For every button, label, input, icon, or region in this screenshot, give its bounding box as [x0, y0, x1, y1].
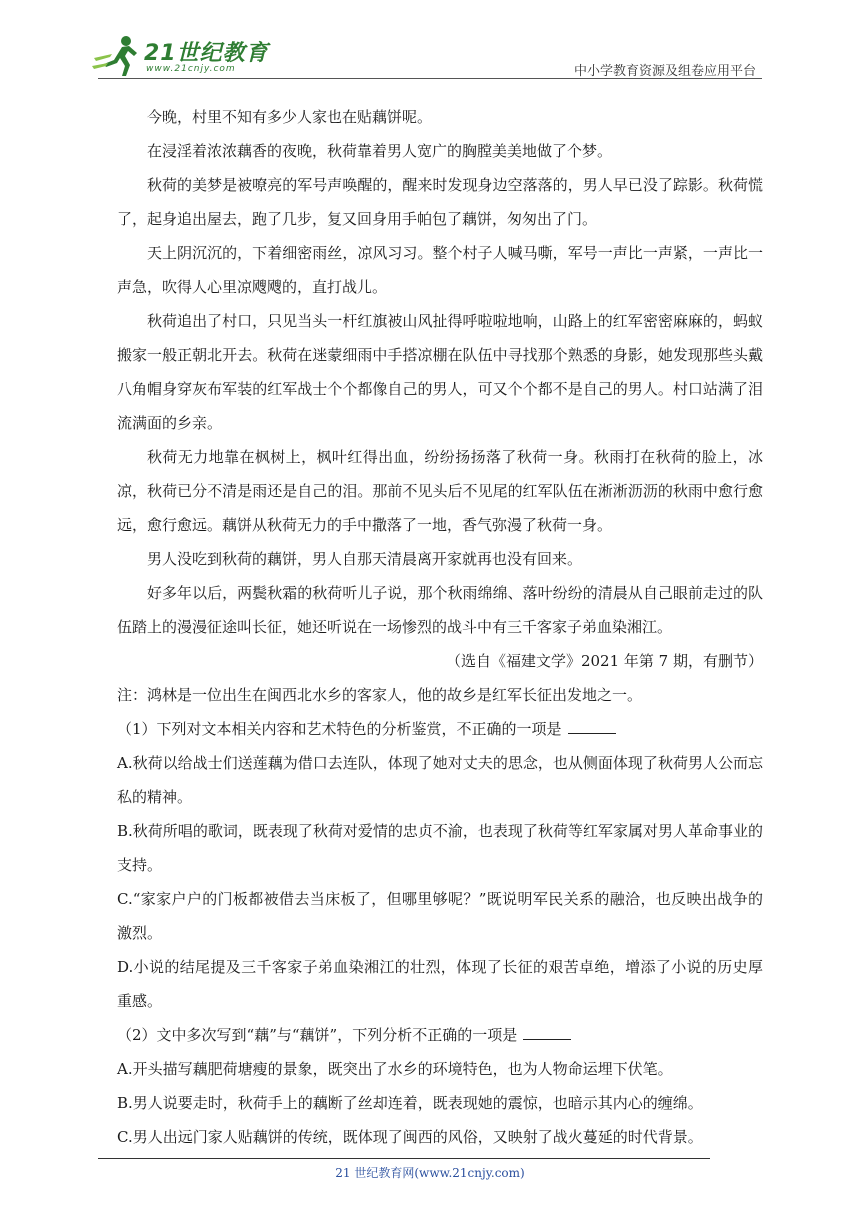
article-body: [117, 100, 763, 1154]
header-divider: [98, 78, 762, 79]
paragraph: 男人没吃到秋荷的藕饼，男人自那天清晨离开家就再也没有回来。: [147, 550, 583, 568]
answer-blank[interactable]: [523, 1025, 571, 1040]
question-1-stem: [117, 712, 763, 746]
author-note: 注：鸿林是一位出生在闽西北水乡的客家人，他的故乡是红军长征出发地之一。: [117, 686, 643, 704]
logo-url: www.21cnjy.com: [146, 64, 236, 74]
paragraph: 今晚，村里不知有多少人家也在贴藕饼呢。: [147, 108, 433, 126]
answer-blank[interactable]: [568, 719, 616, 734]
question-1-option-d: D.小说的结尾提及三千客家子弟血染湘江的壮烈，体现了长征的艰苦卓绝，增添了小说的历史厚重感。: [117, 958, 763, 1010]
site-logo: [92, 34, 269, 78]
paragraph: 好多年以后，两鬓秋霜的秋荷听儿子说，那个秋雨绵绵、落叶纷纷的清晨从自己眼前走过的队伍踏上的漫漫征途叫长征，她还听说在一场惨烈的战斗中有三千客家子弟血染湘江。: [117, 584, 763, 636]
source-citation: （选自《福建文学》2021 年第 7 期，有删节）: [445, 652, 763, 670]
paragraph: 秋荷无力地靠在枫树上，枫叶红得出血，纷纷扬扬落了秋荷一身。秋雨打在秋荷的脸上，冰凉，秋荷已分不清是雨还是自己的泪。那前不见头后不见尾的红军队伍在淅淅沥沥的秋雨中愈行愈远，愈行愈远。藕饼从秋荷无力的手中撒落了一地，香气弥漫了秋荷一身。: [117, 448, 763, 534]
question-1-option-a: A.秋荷以给战士们送莲藕为借口去连队，体现了她对丈夫的思念，也从侧面体现了秋荷男人公而忘私的精神。: [117, 754, 763, 806]
logo-text: 21世纪教育: [144, 41, 269, 66]
paragraph: 秋荷追出了村口，只见当头一杆红旗被山风扯得呼啦啦地响，山路上的红军密密麻麻的，蚂蚁搬家一般正朝北开去。秋荷在迷蒙细雨中手搭凉棚在队伍中寻找那个熟悉的身影，她发现那些头戴八角帽身穿灰布军装的红军战士个个都像自己的男人，可又个个都不是自己的男人。村口站满了泪流满面的乡亲。: [117, 312, 763, 432]
question-2-option-b: B.男人说要走时，秋荷手上的藕断了丝却连着，既表现她的震惊，也暗示其内心的缠绵。: [117, 1094, 703, 1112]
question-2-option-a: A.开头描写藕肥荷塘瘦的景象，既突出了水乡的环境特色，也为人物命运埋下伏笔。: [117, 1060, 673, 1078]
paragraph: 秋荷的美梦是被嘹亮的军号声唤醒的，醒来时发现身边空落落的，男人早已没了踪影。秋荷慌了，起身追出屋去，跑了几步，复又回身用手帕包了藕饼，匆匆出了门。: [117, 176, 763, 228]
question-2-text: （2）文中多次写到“藕”与“藕饼”，下列分析不正确的一项是: [117, 1026, 518, 1044]
platform-name: 中小学教育资源及组卷应用平台: [573, 64, 756, 79]
page-header: [0, 0, 860, 80]
runner-logo-icon: [92, 34, 142, 78]
page-footer: 21 世纪教育网(www.21cnjy.com): [335, 1166, 525, 1180]
question-2-option-c: C.男人出远门家人贴藕饼的传统，既体现了闽西的风俗，又映射了战火蔓延的时代背景。: [117, 1128, 703, 1146]
paragraph: 天上阴沉沉的，下着细密雨丝，凉风习习。整个村子人喊马嘶，军号一声比一声紧，一声比一声急，吹得人心里凉飕飕的，直打战儿。: [117, 244, 763, 296]
footer-divider: [98, 1158, 710, 1159]
question-2-stem: [117, 1018, 763, 1052]
paragraph: 在浸淫着浓浓藕香的夜晚，秋荷靠着男人宽广的胸膛美美地做了个梦。: [147, 142, 613, 160]
question-1-text: （1）下列对文本相关内容和艺术特色的分析鉴赏，不正确的一项是: [117, 720, 562, 738]
question-1-option-c: C.“家家户户的门板都被借去当床板了，但哪里够呢？”既说明军民关系的融洽，也反映出战争的激烈。: [117, 890, 763, 942]
question-1-option-b: B.秋荷所唱的歌词，既表现了秋荷对爱情的忠贞不渝，也表现了秋荷等红军家属对男人革命事业的支持。: [117, 822, 763, 874]
